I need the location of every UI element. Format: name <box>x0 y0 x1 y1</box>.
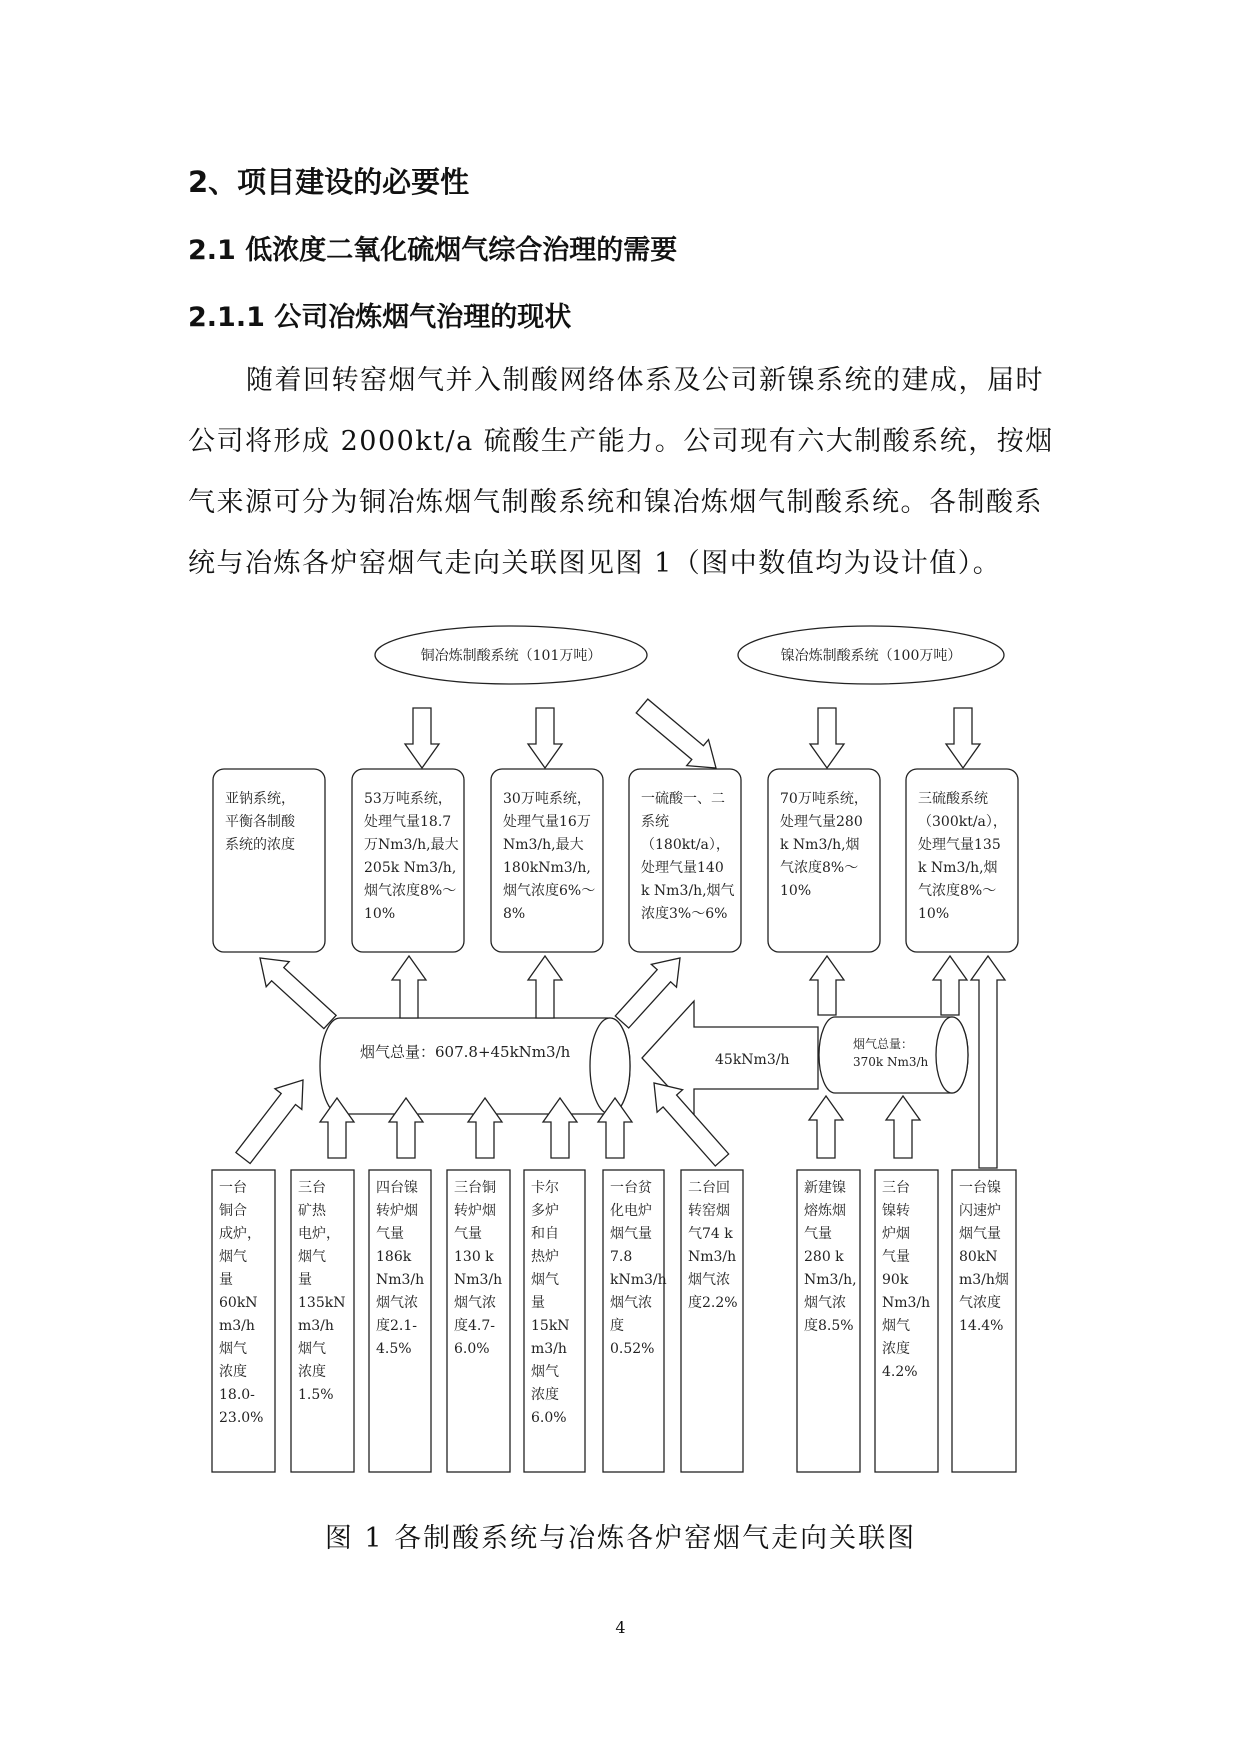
furnace-text: 浓度 <box>531 1387 559 1403</box>
block-arrow <box>615 958 680 1028</box>
furnace-text: 14.4% <box>959 1318 1004 1334</box>
furnace-text: 烟气浓 <box>454 1295 496 1311</box>
furnace-text: 一台镍 <box>959 1180 1001 1196</box>
furnace-text: m3/h烟 <box>959 1272 1009 1288</box>
acid-system-text: 处理气量140 <box>641 860 724 876</box>
furnace-text: 二台回 <box>688 1180 730 1196</box>
furnace-text: 烟气 <box>531 1364 559 1380</box>
furnace-text: 6.0% <box>531 1410 567 1426</box>
furnace-text: 280 k <box>804 1249 844 1265</box>
furnace-text: 气量 <box>882 1249 910 1265</box>
furnace-text: 135kN <box>298 1295 346 1311</box>
acid-system-text: 10% <box>780 883 812 899</box>
furnace-text: 80kN <box>959 1249 998 1265</box>
acid-system-text: 10% <box>918 906 950 922</box>
furnace-text: 浓度 <box>298 1364 326 1380</box>
acid-system-text: 烟气浓度8%～ <box>364 883 457 899</box>
furnace-text: 60kN <box>219 1295 258 1311</box>
furnace-text: 铜合 <box>219 1203 247 1219</box>
paragraph-line: 统与冶炼各炉窑烟气走向关联图见图 1（图中数值均为设计值）。 <box>188 548 1002 579</box>
furnace-text: 四台镍 <box>376 1180 418 1196</box>
furnace-text: 量 <box>298 1272 312 1288</box>
furnace-text: 一台贫 <box>610 1180 652 1196</box>
block-arrow <box>946 708 980 768</box>
furnace-text: 气量 <box>454 1226 482 1242</box>
acid-system-text: 180kNm3/h, <box>503 860 591 876</box>
furnace-text: 烟气量 <box>610 1226 652 1242</box>
furnace-text: 烟气浓 <box>688 1272 730 1288</box>
block-arrow <box>886 1096 920 1158</box>
furnace-text: 气量 <box>376 1226 404 1242</box>
block-arrow <box>528 956 562 1018</box>
furnace-text: 转炉烟 <box>376 1203 418 1219</box>
furnace-text: 烟气 <box>219 1249 247 1265</box>
furnace-text: 130 k <box>454 1249 494 1265</box>
furnace-text: 烟气 <box>298 1249 326 1265</box>
block-arrow <box>260 958 336 1029</box>
furnace-text: 和自 <box>531 1226 559 1242</box>
furnace-text: 气浓度 <box>959 1295 1001 1311</box>
furnace-text: 4.2% <box>882 1364 918 1380</box>
furnace-text: 三台 <box>298 1180 326 1196</box>
block-arrow <box>636 699 716 768</box>
furnace-text: 转窑烟 <box>688 1203 730 1219</box>
furnace-text: 卡尔 <box>531 1180 559 1196</box>
furnace-text: 三台 <box>882 1180 910 1196</box>
furnace-text: 一台 <box>219 1180 247 1196</box>
furnace-text: 气量 <box>804 1226 832 1242</box>
furnace-text: 烟气 <box>531 1272 559 1288</box>
furnace-text: 度4.7- <box>454 1318 495 1334</box>
acid-system-text: 万Nm3/h,最大 <box>364 837 459 853</box>
furnace-text: 化电炉 <box>610 1203 652 1219</box>
furnace-text: 烟气量 <box>959 1226 1001 1242</box>
block-arrow <box>810 956 844 1015</box>
block-arrow <box>528 708 562 768</box>
furnace-text: 成炉， <box>219 1226 261 1242</box>
furnace-text: 闪速炉 <box>959 1203 1001 1219</box>
acid-system-text: 205k Nm3/h, <box>364 860 457 876</box>
block-arrow <box>236 1080 303 1164</box>
furnace-text: 浓度 <box>219 1364 247 1380</box>
acid-system-text: 系统 <box>641 814 669 830</box>
transfer-flow-label: 45kNm3/h <box>715 1052 790 1068</box>
acid-group-label: 镍冶炼制酸系统（100万吨） <box>780 648 962 664</box>
acid-system-text: Nm3/h,最大 <box>503 837 584 853</box>
furnace-text: 186k <box>376 1249 412 1265</box>
acid-system-text: 70万吨系统， <box>780 791 868 807</box>
subsection-heading: 2.1 低浓度二氧化硫烟气综合治理的需要 <box>188 235 678 266</box>
block-arrow <box>971 956 1005 1168</box>
furnace-text: m3/h <box>298 1318 334 1334</box>
furnace-text: 7.8 <box>610 1249 633 1265</box>
furnace-text: 浓度 <box>882 1341 910 1357</box>
furnace-text: 烟气浓 <box>376 1295 418 1311</box>
furnace-text: 多炉 <box>531 1203 559 1219</box>
furnace-text: 90k <box>882 1272 909 1288</box>
furnace-text: m3/h <box>219 1318 255 1334</box>
acid-system-text: 系统的浓度 <box>225 837 295 853</box>
furnace-text: m3/h <box>531 1341 567 1357</box>
acid-system-text: （300kt/a）， <box>918 814 1007 830</box>
small-cylinder-end <box>936 1017 968 1093</box>
acid-system-text: 53万吨系统， <box>364 791 452 807</box>
furnace-text: 度2.1- <box>376 1318 417 1334</box>
section-heading: 2、项目建设的必要性 <box>188 165 470 199</box>
furnace-text: 熔炼烟 <box>804 1203 846 1219</box>
acid-system-text: 8% <box>503 906 526 922</box>
furnace-text: 气74 k <box>688 1226 733 1242</box>
acid-system-text: 烟气浓度6%～ <box>503 883 596 899</box>
furnace-text: kNm3/h <box>610 1272 667 1288</box>
furnace-text: 度8.5% <box>804 1318 854 1334</box>
main-cylinder-end <box>590 1018 630 1114</box>
furnace-text: 烟气浓 <box>804 1295 846 1311</box>
furnace-text: 烟气 <box>298 1341 326 1357</box>
furnace-text: 量 <box>531 1295 545 1311</box>
furnace-text: 23.0% <box>219 1410 264 1426</box>
acid-system-text: k Nm3/h,烟 <box>918 860 998 876</box>
acid-system-text: 三硫酸系统 <box>918 791 988 807</box>
acid-system-text: 10% <box>364 906 396 922</box>
acid-group-label: 铜冶炼制酸系统（101万吨） <box>420 648 602 664</box>
acid-system-text: k Nm3/h,烟 <box>780 837 860 853</box>
paragraph-line: 公司将形成 2000kt/a 硫酸生产能力。公司现有六大制酸系统，按烟 <box>188 426 1054 457</box>
acid-system-text: 亚钠系统， <box>225 791 295 807</box>
furnace-text: 矿热 <box>298 1203 326 1219</box>
acid-system-text: 处理气量135 <box>918 837 1001 853</box>
small-cylinder-label: 370k Nm3/h <box>853 1055 929 1069</box>
acid-system-text: 气浓度8%～ <box>918 883 997 899</box>
paragraph-line: 气来源可分为铜冶炼烟气制酸系统和镍冶炼烟气制酸系统。各制酸系 <box>188 487 1043 518</box>
furnace-text: 烟气 <box>882 1318 910 1334</box>
acid-system-text: 处理气量18.7 <box>364 814 452 830</box>
acid-system-text: 处理气量280 <box>780 814 863 830</box>
furnace-text: 镍转 <box>882 1203 910 1219</box>
acid-system-text: k Nm3/h,烟气 <box>641 883 735 899</box>
block-arrow <box>810 708 844 768</box>
acid-system-text: 30万吨系统， <box>503 791 591 807</box>
furnace-text: 度2.2% <box>688 1295 738 1311</box>
furnace-text: 新建镍 <box>804 1180 846 1196</box>
furnace-text: 热炉 <box>531 1249 559 1265</box>
acid-system-text: 处理气量16万 <box>503 814 591 830</box>
block-arrow <box>392 956 426 1018</box>
paragraph-line: 随着回转窑烟气并入制酸网络体系及公司新镍系统的建成，届时 <box>246 365 1044 396</box>
furnace-text: Nm3/h, <box>804 1272 857 1288</box>
figure-caption: 图 1 各制酸系统与冶炼各炉窑烟气走向关联图 <box>324 1523 917 1554</box>
furnace-text: 15kN <box>531 1318 570 1334</box>
furnace-text: Nm3/h <box>688 1249 737 1265</box>
furnace-text: 炉烟 <box>882 1226 910 1242</box>
block-arrow <box>809 1096 843 1158</box>
acid-system-text: 平衡各制酸 <box>225 814 295 830</box>
furnace-text: 4.5% <box>376 1341 412 1357</box>
furnace-text: 0.52% <box>610 1341 655 1357</box>
page-number: 4 <box>615 1618 626 1637</box>
acid-system-text: 浓度3%～6% <box>641 906 728 922</box>
furnace-text: Nm3/h <box>376 1272 425 1288</box>
furnace-text: 度 <box>610 1318 624 1334</box>
furnace-text: 量 <box>219 1272 233 1288</box>
furnace-text: 烟气 <box>219 1341 247 1357</box>
acid-system-text: 一硫酸一、二 <box>641 791 725 807</box>
furnace-text: 三台铜 <box>454 1180 496 1196</box>
furnace-text: Nm3/h <box>882 1295 931 1311</box>
subsubsection-heading: 2.1.1 公司冶炼烟气治理的现状 <box>188 302 572 333</box>
small-cylinder-label: 烟气总量： <box>853 1037 914 1051</box>
acid-system-text: （180kt/a）， <box>641 837 730 853</box>
furnace-text: 18.0- <box>219 1387 255 1403</box>
furnace-text: 1.5% <box>298 1387 334 1403</box>
block-arrow <box>933 956 967 1015</box>
furnace-text: 电炉， <box>298 1226 340 1242</box>
acid-system-text: 气浓度8%～ <box>780 860 859 876</box>
furnace-text: 烟气浓 <box>610 1295 652 1311</box>
furnace-text: Nm3/h <box>454 1272 503 1288</box>
main-cylinder <box>320 1018 630 1114</box>
furnace-text: 转炉烟 <box>454 1203 496 1219</box>
furnace-text: 6.0% <box>454 1341 490 1357</box>
main-cylinder-label: 烟气总量：607.8+45kNm3/h <box>360 1043 571 1061</box>
block-arrow <box>405 708 439 768</box>
